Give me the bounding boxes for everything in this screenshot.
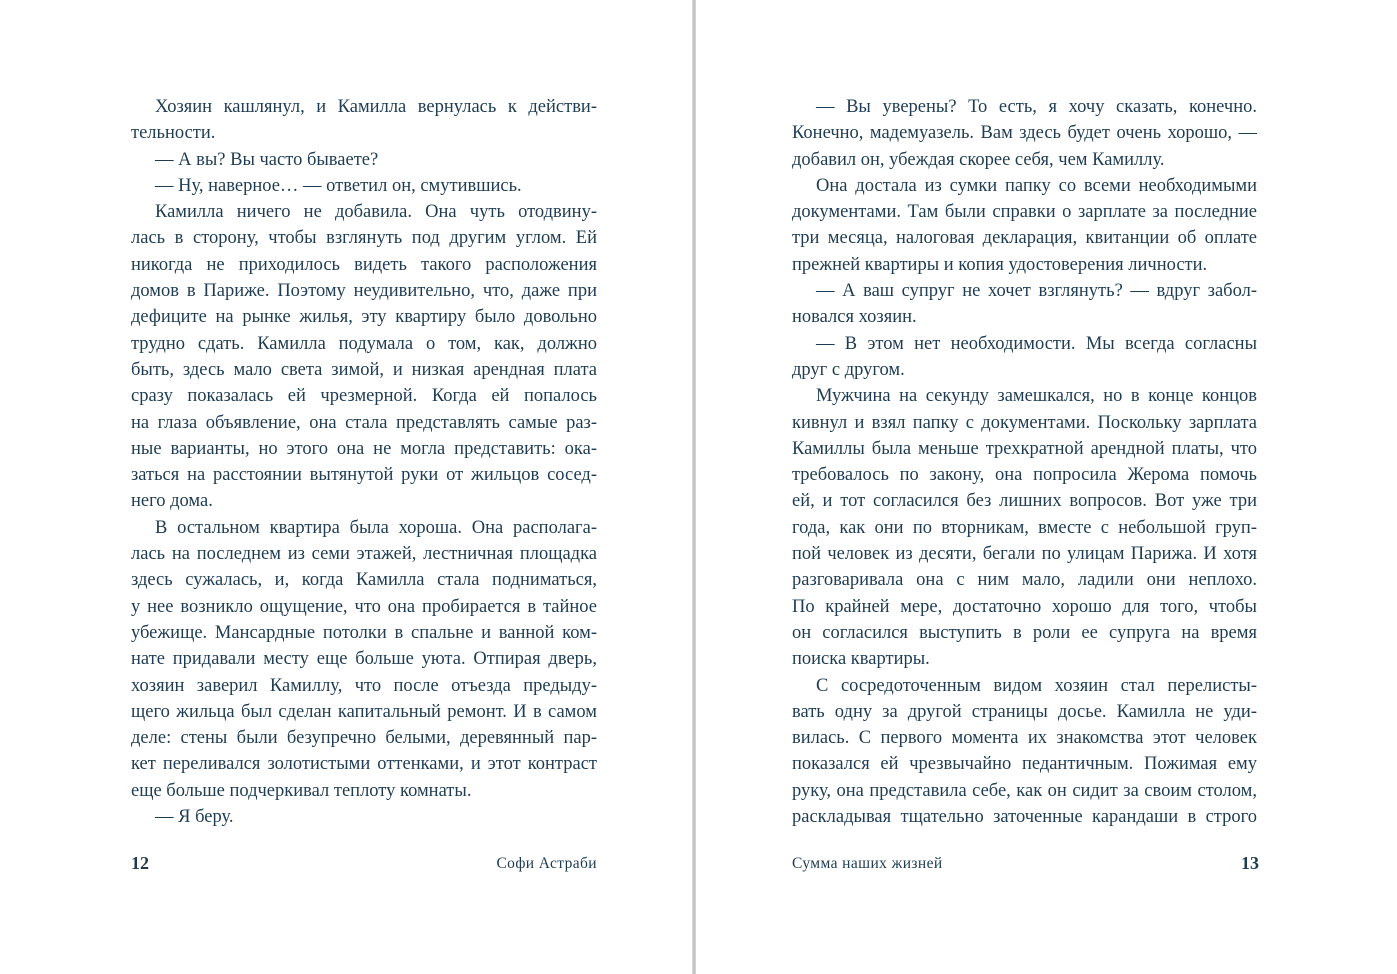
- text-line: показался ей чрезвычайно педантичным. Пожимая ему: [792, 754, 1257, 775]
- text-line: — А вы? Вы часто бываете?: [155, 149, 379, 170]
- left-page-number: 12: [131, 853, 149, 873]
- text-line: года, как они по вторникам, вместе с небольшой груп-: [792, 517, 1257, 538]
- left-page: [0, 0, 693, 974]
- text-line: раскладывая тщательно заточенные карандаши в строго: [792, 807, 1257, 828]
- right-page-number: 13: [1241, 853, 1259, 873]
- text-line: Камилла ничего не добавила. Она чуть отодвину-: [155, 202, 597, 223]
- text-line: Конечно, мадемуазель. Вам здесь будет очень хорошо, —: [792, 123, 1257, 144]
- text-line: документами. Там были справки о зарплате за последние: [792, 202, 1257, 223]
- text-line: на глаза объявление, она стала представлять самые раз-: [131, 412, 597, 433]
- text-line: щего жильца был сделан капитальный ремонт. И в самом: [131, 701, 597, 722]
- text-line: никогда не приходилось видеть такого расположения: [131, 254, 597, 275]
- text-line: пой человек из десяти, бегали по улицам Парижа. И хотя: [792, 544, 1257, 565]
- text-line: руку, она представила себе, как он сидит за своим столом,: [792, 780, 1257, 801]
- text-line: Камиллы была меньше трехкратной арендной платы, что: [792, 438, 1257, 459]
- text-line: у нее возникло ощущение, что она пробирается в тайное: [131, 596, 597, 617]
- text-line: Мужчина на секунду замешкался, но в конце концов: [816, 386, 1257, 407]
- text-line: По крайней мере, достаточно хорошо для того, чтобы: [792, 596, 1257, 617]
- text-line: прежней квартиры и копия удостоверения личности.: [792, 254, 1208, 275]
- text-line: — Я беру.: [155, 807, 234, 828]
- text-line: Хозяин кашлянул, и Камилла вернулась к действи-: [155, 97, 597, 117]
- text-line: кет переливался золотистыми оттенками, и этот контраст: [131, 754, 597, 775]
- left-page-text: [131, 94, 597, 830]
- left-running-head: Софи Астраби: [496, 855, 597, 872]
- text-line: нате придавали месту еще больше уюта. Отпирая дверь,: [131, 649, 597, 670]
- text-line: вилась. С первого момента их знакомства этот человек: [792, 728, 1257, 749]
- text-line: добавил он, убеждая скорее себя, чем Камиллу.: [792, 149, 1165, 170]
- text-line: деле: стены были безупречно белыми, деревянный пар-: [131, 728, 597, 749]
- text-line: хозяин заверил Камиллу, что после отъезда предыду-: [131, 675, 597, 696]
- text-line: трудно сдать. Камилла подумала о том, как, должно: [131, 333, 597, 354]
- text-line: — Ну, наверное… — ответил он, смутившись.: [155, 175, 522, 196]
- text-line: убежище. Мансардные потолки в спальне и ванной ком-: [131, 622, 597, 643]
- text-line: ные варианты, но этого она не могла представить: ока-: [131, 438, 597, 459]
- text-line: лась в сторону, чтобы взглянуть под другим углом. Ей: [131, 228, 597, 249]
- text-line: ей, и тот согласился без лишних вопросов. Вот уже три: [792, 491, 1257, 512]
- text-line: еще больше подчеркивал теплоту комнаты.: [131, 780, 472, 801]
- text-line: быть, здесь мало света зимой, и низкая арендная плата: [131, 359, 597, 380]
- text-line: он согласился выступить в роли ее супруга на время: [792, 622, 1257, 643]
- text-line: домов в Париже. Поэтому неудивительно, что, даже при: [131, 281, 597, 302]
- right-running-head: Сумма наших жизней: [792, 855, 943, 872]
- text-line: дефиците на рынке жилья, эту квартиру было довольно: [131, 307, 597, 328]
- right-page: [696, 0, 1397, 974]
- text-line: поиска квартиры.: [792, 649, 930, 670]
- text-line: — Вы уверены? То есть, я хочу сказать, конечно.: [816, 97, 1257, 117]
- text-line: — А ваш супруг не хочет взглянуть? — вдруг забол-: [816, 281, 1257, 302]
- text-line: друг с другом.: [792, 359, 905, 380]
- text-line: требовалось по закону, она попросила Жерома помочь: [792, 465, 1257, 486]
- text-line: новался хозяин.: [792, 307, 917, 328]
- text-line: заться на расстоянии вытянутой руки от жильцов сосед-: [131, 465, 597, 486]
- text-line: сразу показалась ей чрезмерной. Когда ей попалось: [131, 386, 597, 407]
- text-line: три месяца, налоговая декларация, квитанции об оплате: [792, 228, 1257, 249]
- text-line: С сосредоточенным видом хозяин стал перелисты-: [816, 675, 1257, 696]
- text-line: лась на последнем из семи этажей, лестничная площадка: [131, 544, 597, 565]
- text-line: — В этом нет необходимости. Мы всегда согласны: [816, 333, 1257, 354]
- text-line: В остальном квартира была хороша. Она располага-: [155, 517, 597, 538]
- text-line: вать одну за другой страницы досье. Камилла не уди-: [792, 701, 1257, 722]
- text-line: него дома.: [131, 491, 213, 512]
- right-page-text: [792, 94, 1257, 830]
- text-line: здесь сужалась, и, когда Камилла стала подниматься,: [131, 570, 597, 591]
- text-line: разговаривала она с ним мало, ладили они неплохо.: [792, 570, 1257, 591]
- text-line: кивнул и взял папку с документами. Поскольку зарплата: [792, 412, 1257, 433]
- text-line: тельности.: [131, 123, 216, 144]
- text-line: Она достала из сумки папку со всеми необходимыми: [816, 175, 1257, 196]
